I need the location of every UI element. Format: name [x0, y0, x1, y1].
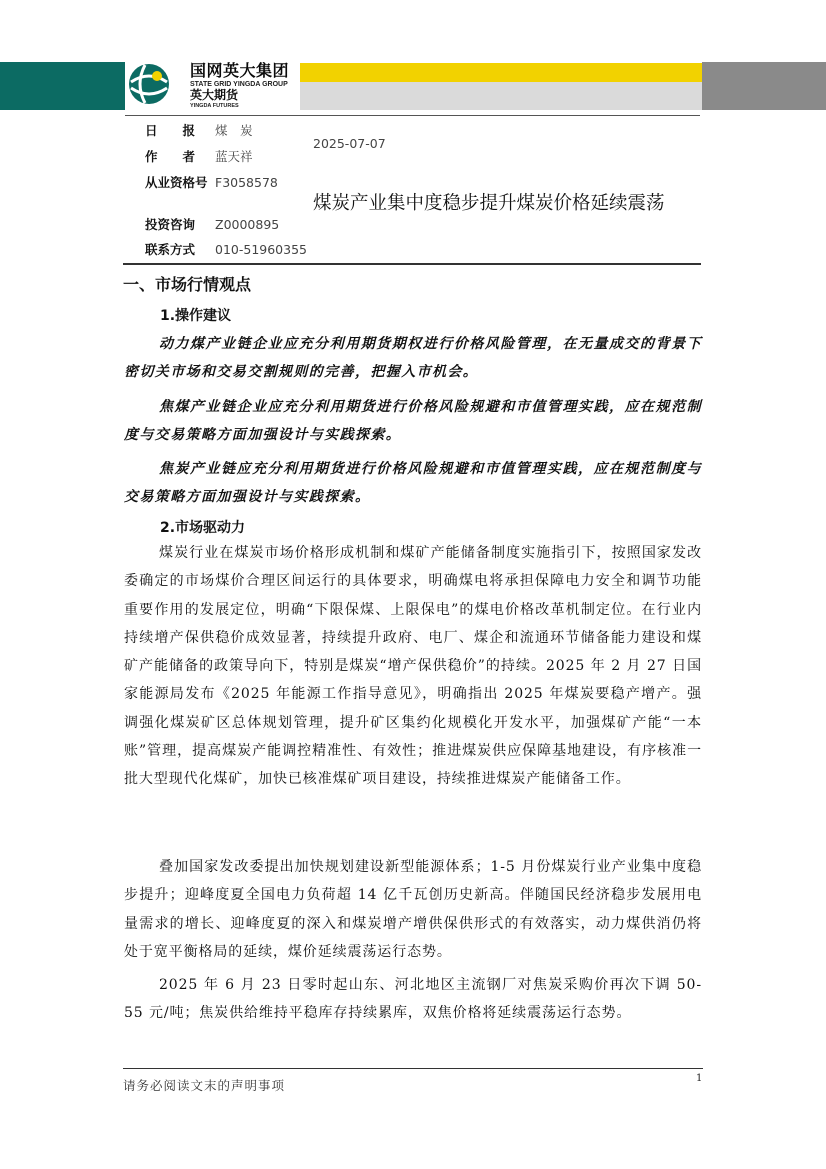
page-number: 1: [696, 1073, 703, 1084]
consult-label: 投资咨询: [145, 217, 196, 232]
section-heading: 一、市场行情观点: [123, 275, 252, 294]
consult-value: Z0000895: [215, 217, 280, 232]
author-value: 蓝天祥: [215, 149, 253, 164]
logo-company-english: STATE GRID YINGDA GROUP: [190, 81, 288, 88]
report-type-label: 日 报: [145, 123, 196, 138]
header-divider: [125, 115, 700, 116]
advice-paragraph: 动力煤产业链企业应充分利用期货期权进行价格风险管理，在无量成交的背景下密切关市场和交易交割规则的完善，把握入市机会。: [124, 336, 702, 381]
driver-paragraph: 2025 年 6 月 23 日零时起山东、河北地区主流钢厂对焦炭采购价再次下调 50-55 元/吨；焦炭供给维持平稳库存持续累库，双焦价格将延续震荡运行态势。: [124, 977, 702, 1022]
header-band-yellow: [300, 63, 702, 82]
subheading-advice: 1.操作建议: [160, 308, 232, 324]
footer-disclaimer: 请务必阅读文末的声明事项: [123, 1078, 286, 1093]
author-label: 作 者: [145, 149, 196, 164]
report-type-value: 煤 炭: [215, 123, 253, 138]
advice-paragraph: 焦炭产业链应充分利用期货进行价格风险规避和市值管理实践，应在规范制度与交易策略方面加强设计与实践探索。: [124, 461, 702, 506]
page-title: 煤炭产业集中度稳步提升煤炭价格延续震荡: [313, 193, 665, 214]
header-band-left: [0, 62, 125, 110]
license-label: 从业资格号: [145, 175, 208, 190]
logo-company-name: 国网英大集团: [190, 61, 290, 80]
contact-label: 联系方式: [145, 242, 196, 257]
title-divider: [123, 263, 701, 265]
globe-logo-icon: [127, 62, 171, 106]
header-band-right: [702, 62, 826, 110]
subheading-drivers: 2.市场驱动力: [160, 520, 246, 536]
header-band-gray: [300, 82, 702, 110]
driver-paragraph: 煤炭行业在煤炭市场价格形成机制和煤矿产能储备制度实施指引下，按照国家发改委确定的市场煤价合理区间运行的具体要求，明确煤电将承担保障电力安全和调节功能重要作用的发展定位，明确“下限保煤、上限保电”的煤电价格改革机制定位。在行业内持续增产保供稳价成效显著，持续提升政府、电厂、煤企和流通环节储备能力建设和煤矿产能储备的政策导向下，特别是煤炭“增产保供稳价”的持续。2025 年 2 月 27 日国家能源局发布《2025 年能源工作指导意见》，明确指出 2025 年煤炭要稳产增产。强调强化煤炭矿区总体规划管理，提升矿区集约化规模化开发水平，加强煤矿产能“一本账”管理，提高煤炭产能调控精准性、有效性；推进煤炭供应保障基地建设，有序核准一批大型现代化煤矿，加快已核准煤矿项目建设，持续推进煤炭产能储备工作。: [124, 545, 702, 788]
driver-paragraph: 叠加国家发改委提出加快规划建设新型能源体系；1-5 月份煤炭行业产业集中度稳步提升；迎峰度夏全国电力负荷超 14 亿千瓦创历史新高。伴随国民经济稳步发展用电量需求的增长、迎峰度夏的深入和煤炭增产增供保供形式的有效落实，动力煤供消仍将处于宽平衡格局的延续，煤价延续震荡运行态势。: [124, 859, 702, 960]
contact-value: 010-51960355: [215, 242, 307, 257]
report-date: 2025-07-07: [313, 136, 386, 151]
logo-subsidiary-english: YINGDA FUTURES: [190, 103, 239, 109]
advice-paragraph: 焦煤产业链企业应充分利用期货进行价格风险规避和市值管理实践，应在规范制度与交易策略方面加强设计与实践探索。: [124, 399, 702, 444]
license-value: F3058578: [215, 175, 278, 190]
footer-divider: [123, 1068, 703, 1069]
logo-subsidiary-name: 英大期货: [190, 88, 239, 102]
